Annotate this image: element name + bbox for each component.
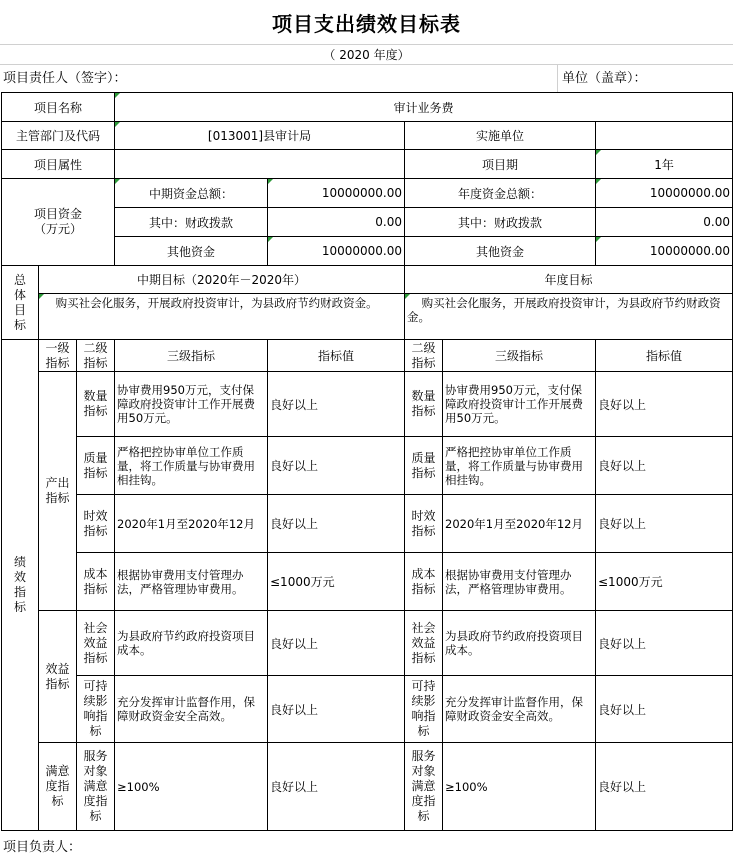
year-row-value[interactable]: 良好以上 (596, 372, 733, 437)
year-row-l3[interactable]: ≥100% (443, 743, 596, 831)
row-l3[interactable]: 根据协审费用支付管理办法，严格管理协审费用。 (115, 553, 268, 611)
overall-label: 总 体 目 标 (2, 266, 39, 340)
period-value[interactable]: 1年 (596, 150, 733, 179)
row-l3[interactable]: 严格把控协审单位工作质量，将工作质量与协审费用相挂钩。 (115, 437, 268, 495)
year-fiscal-label: 其中：财政拨款 (405, 208, 596, 237)
value-header: 指标值 (268, 340, 405, 372)
year-row-l3[interactable]: 充分发挥审计监督作用，保障财政资金安全高效。 (443, 676, 596, 743)
funds-label: 项目资金 （万元） (2, 179, 115, 266)
year-level3-header: 三级指标 (443, 340, 596, 372)
mid-other-value[interactable]: 10000000.00 (268, 237, 405, 266)
year-total-value[interactable]: 10000000.00 (596, 179, 733, 208)
row-l2: 质量 指标 (77, 437, 115, 495)
year-row-l3[interactable]: 根据协审费用支付管理办法，严格管理协审费用。 (443, 553, 596, 611)
year-row-l2: 社会 效益 指标 (405, 611, 443, 676)
responsible-line (0, 64, 733, 93)
year-goal-header: 年度目标 (405, 266, 733, 294)
performance-table (1, 92, 733, 831)
row-l2: 时效 指标 (77, 495, 115, 553)
year-row-value[interactable]: ≤1000万元 (596, 553, 733, 611)
project-name-label: 项目名称 (2, 93, 115, 122)
mid-goal-text[interactable]: 购买社会化服务，开展政府投资审计，为县政府节约财政资金。 (39, 294, 405, 340)
year-total-label: 年度资金总额： (405, 179, 596, 208)
group-benefit: 效益 指标 (39, 611, 77, 743)
year-row-l2: 时效 指标 (405, 495, 443, 553)
mid-fiscal-value[interactable]: 0.00 (268, 208, 405, 237)
row-l2: 服务 对象 满意 度指 标 (77, 743, 115, 831)
row-value[interactable]: 良好以上 (268, 743, 405, 831)
year-row-l2: 服务 对象 满意 度指 标 (405, 743, 443, 831)
year-row-l2: 可持 续影 响指 标 (405, 676, 443, 743)
responsible-label: 项目责任人（签字）： (3, 71, 127, 86)
row-value[interactable]: 良好以上 (268, 372, 405, 437)
attr-label: 项目属性 (2, 150, 115, 179)
row-l3[interactable]: 2020年1月至2020年12月 (115, 495, 268, 553)
year-row-value[interactable]: 良好以上 (596, 676, 733, 743)
year-row-value[interactable]: 良好以上 (596, 611, 733, 676)
row-value[interactable]: 良好以上 (268, 611, 405, 676)
footer-responsible: 项目负责人： (3, 840, 82, 855)
period-label: 项目期 (405, 150, 596, 179)
year-line: （ 2020 年度） (0, 44, 733, 65)
year-level2-header: 二级 指标 (405, 340, 443, 372)
perf-label: 绩 效 指 标 (2, 340, 39, 831)
year-row-l3[interactable]: 严格把控协审单位工作质量，将工作质量与协审费用相挂钩。 (443, 437, 596, 495)
row-l3[interactable]: ≥100% (115, 743, 268, 831)
group-output: 产出 指标 (39, 372, 77, 611)
year-row-l3[interactable]: 为县政府节约政府投资项目成本。 (443, 611, 596, 676)
year-row-l2: 数量 指标 (405, 372, 443, 437)
row-l2: 可持 续影 响指 标 (77, 676, 115, 743)
level2-header: 二级 指标 (77, 340, 115, 372)
row-l2: 成本 指标 (77, 553, 115, 611)
level3-header: 三级指标 (115, 340, 268, 372)
impl-value[interactable] (596, 122, 733, 150)
year-other-label: 其他资金 (405, 237, 596, 266)
project-name-value[interactable]: 审计业务费 (115, 93, 733, 122)
page-title: 项目支出绩效目标表 (272, 12, 461, 36)
group-satisfaction: 满意 度指 标 (39, 743, 77, 831)
year-value-header: 指标值 (596, 340, 733, 372)
row-value[interactable]: 良好以上 (268, 495, 405, 553)
year-other-value[interactable]: 10000000.00 (596, 237, 733, 266)
mid-total-value[interactable]: 10000000.00 (268, 179, 405, 208)
mid-fiscal-label: 其中：财政拨款 (115, 208, 268, 237)
unit-label: 单位（盖章）： (562, 71, 647, 86)
year-row-value[interactable]: 良好以上 (596, 495, 733, 553)
dept-label: 主管部门及代码 (2, 122, 115, 150)
row-l2: 数量 指标 (77, 372, 115, 437)
year-row-l3[interactable]: 协审费用950万元，支付保障政府投资审计工作开展费用50万元。 (443, 372, 596, 437)
row-l3[interactable]: 为县政府节约政府投资项目成本。 (115, 611, 268, 676)
year-row-l2: 质量 指标 (405, 437, 443, 495)
row-l3[interactable]: 充分发挥审计监督作用，保障财政资金安全高效。 (115, 676, 268, 743)
year-goal-text[interactable]: 购买社会化服务，开展政府投资审计，为县政府节约财政资金。 (405, 294, 733, 340)
attr-value[interactable] (115, 150, 405, 179)
impl-label: 实施单位 (405, 122, 596, 150)
row-l3[interactable]: 协审费用950万元，支付保障政府投资审计工作开展费用50万元。 (115, 372, 268, 437)
divider (557, 65, 558, 93)
year-row-l2: 成本 指标 (405, 553, 443, 611)
year-row-value[interactable]: 良好以上 (596, 437, 733, 495)
dept-value[interactable]: [013001]县审计局 (115, 122, 405, 150)
year-fiscal-value[interactable]: 0.00 (596, 208, 733, 237)
year-row-value[interactable]: 良好以上 (596, 743, 733, 831)
row-value[interactable]: ≤1000万元 (268, 553, 405, 611)
level1-header: 一级 指标 (39, 340, 77, 372)
mid-goal-header: 中期目标（2020年－2020年） (39, 266, 405, 294)
row-value[interactable]: 良好以上 (268, 676, 405, 743)
year-row-l3[interactable]: 2020年1月至2020年12月 (443, 495, 596, 553)
row-l2: 社会 效益 指标 (77, 611, 115, 676)
mid-other-label: 其他资金 (115, 237, 268, 266)
row-value[interactable]: 良好以上 (268, 437, 405, 495)
mid-total-label: 中期资金总额： (115, 179, 268, 208)
